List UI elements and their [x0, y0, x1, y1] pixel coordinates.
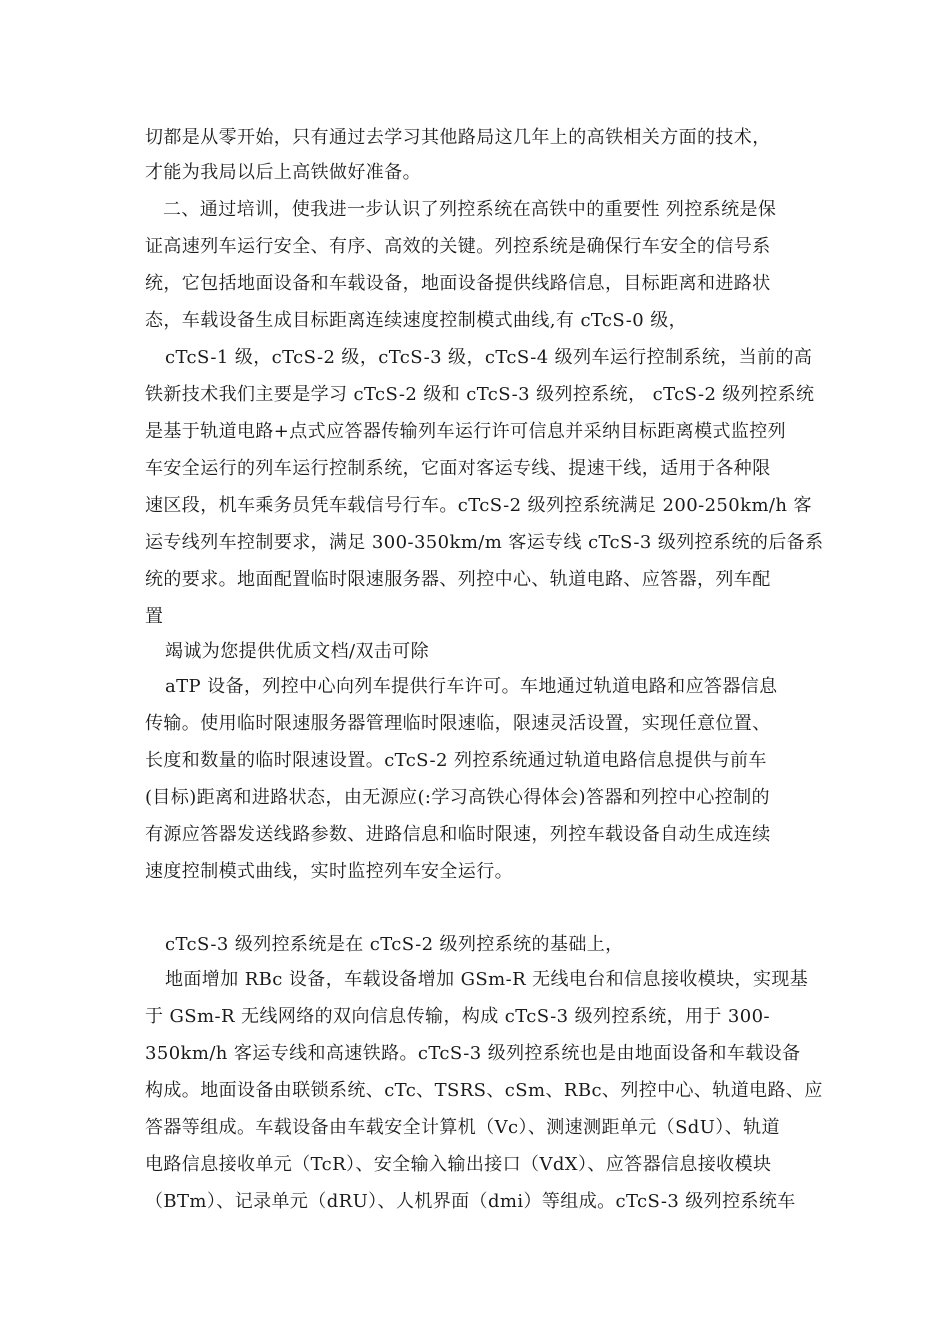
text-line: 才能为我局以后上高铁做好准备。: [145, 162, 421, 183]
text-line: 长度和数量的临时限速设置。cTcS-2 列控系统通过轨道电路信息提供与前车: [145, 750, 767, 771]
text-line: 态，车载设备生成目标距离连续速度控制模式曲线,有 cTcS-0 级，: [145, 310, 688, 331]
text-line: 置: [145, 606, 164, 627]
text-line: 是基于轨道电路+点式应答器传输列车运行许可信息并采纳目标距离模式监控列: [145, 421, 787, 442]
text-line: 速区段，机车乘务员凭车载信号行车。cTcS-2 级列控系统满足 200-250km/h 客: [145, 495, 812, 516]
text-line: 构成。地面设备由联锁系统、cTc、TSRS、cSm、RBc、列控中心、轨道电路、应: [145, 1080, 823, 1101]
text-line: 电路信息接收单元（TcR）、安全输入输出接口（VdX）、应答器信息接收模块: [145, 1154, 772, 1175]
text-line: 地面增加 RBc 设备，车载设备增加 GSm-R 无线电台和信息接收模块，实现基: [165, 969, 809, 990]
text-line: 速度控制模式曲线，实时监控列车安全运行。: [145, 861, 513, 882]
text-line: 证高速列车运行安全、有序、高效的关键。列控系统是确保行车安全的信号系: [145, 236, 771, 257]
text-line: 车安全运行的列车运行控制系统，它面对客运专线、提速干线，适用于各种限: [145, 458, 771, 479]
text-line: 二、通过培训，使我进一步认识了列控系统在高铁中的重要性 列控系统是保: [163, 199, 777, 220]
watermark-text: 竭诚为您提供优质文档/双击可除: [165, 641, 430, 662]
text-line: 答器等组成。车载设备由车载安全计算机（Vc）、测速测距单元（SdU）、轨道: [145, 1117, 780, 1138]
text-line: aTP 设备，列控中心向列车提供行车许可。车地通过轨道电路和应答器信息: [165, 676, 778, 697]
text-line: cTcS-3 级列控系统是在 cTcS-2 级列控系统的基础上，: [165, 934, 624, 955]
text-line: 运专线列车控制要求，满足 300-350km/m 客运专线 cTcS-3 级列控系统的后备系: [145, 532, 824, 553]
text-line: cTcS-1 级，cTcS-2 级，cTcS-3 级，cTcS-4 级列车运行控制系统，当前的高: [165, 347, 813, 368]
text-line: 切都是从零开始，只有通过去学习其他路局这几年上的高铁相关方面的技术，: [145, 127, 771, 148]
text-line: （BTm）、记录单元（dRU）、人机界面（dmi）等组成。cTcS-3 级列控系统车: [145, 1191, 796, 1212]
text-line: 有源应答器发送线路参数、进路信息和临时限速，列控车载设备自动生成连续: [145, 824, 771, 845]
text-line: 传输。使用临时限速服务器管理临时限速临，限速灵活设置，实现任意位置、: [145, 713, 771, 734]
text-line: 350km/h 客运专线和高速铁路。cTcS-3 级列控系统也是由地面设备和车载设备: [145, 1043, 801, 1064]
text-line: 于 GSm-R 无线网络的双向信息传输，构成 cTcS-3 级列控系统，用于 300-: [145, 1006, 770, 1027]
text-line: 统的要求。地面配置临时限速服务器、列控中心、轨道电路、应答器，列车配: [145, 569, 771, 590]
text-line: 统，它包括地面设备和车载设备，地面设备提供线路信息，目标距离和进路状: [145, 273, 771, 294]
text-line: 铁新技术我们主要是学习 cTcS-2 级和 cTcS-3 级列控系统， cTcS-2 级列控系统: [145, 384, 815, 405]
text-line: (目标)距离和进路状态，由无源应(:学习高铁心得体会)答器和列控中心控制的: [145, 787, 770, 808]
